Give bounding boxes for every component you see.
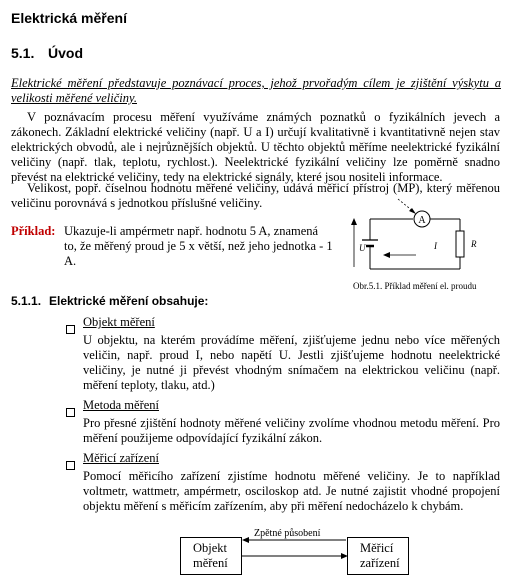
resistor-label: R	[471, 239, 477, 249]
subsection-number: 5.1.1.	[11, 294, 42, 308]
subsection-heading	[11, 294, 208, 308]
chapter-title: Elektrická měření	[11, 10, 127, 26]
section-heading	[11, 45, 83, 61]
circuit-diagram	[346, 185, 486, 277]
item-body-objekt: U objektu, na kterém provádíme měření, zjišťujeme jednu nebo více měřených veličin, např. proud I, nebo napětí U. Jestli zjišťujeme hodnotu neelektrické veličiny, je nutné ji převést vhodným snímačem na elektrickou veličinu (např. měření teploty, tlaku, atd.)	[83, 333, 500, 392]
object-box	[180, 537, 242, 575]
item-title: Metoda měření	[83, 398, 160, 412]
paragraph-1: V poznávacím procesu měření využíváme známých poznatků o fyzikálních jevech a zákonech. Základní elektrické veličiny (např. U a I) určují kvalitativně i kvantitativně nejen stav elektrických obvodů, ale i nejrůznějších objektů. U těchto objektů měříme neelektrické fyzikální veličiny (např. tlak, teplotu, rychlost.). Neelektrické fyzikální veličiny lze poměrně snadno převést na elektrické veličiny, tedy na elektrické signály, které jsou nositeli informace.	[11, 110, 500, 184]
object-box-line-2: měření	[193, 556, 228, 570]
item-title: Měřicí zařízení	[83, 451, 159, 465]
device-box-line-1: Měřicí	[360, 541, 394, 555]
square-bullet-icon	[66, 461, 75, 470]
subsection-title: Elektrické měření obsahuje:	[49, 294, 209, 308]
current-label: I	[434, 241, 437, 251]
item-title: Objekt měření	[83, 315, 155, 329]
item-heading-objekt	[66, 315, 155, 334]
section-number: 5.1.	[11, 45, 35, 61]
example-text: Ukazuje-li ampérmetr např. hodnotu 5 A, znamená to, že měřený proud je 5 x větší, než jeho jednotka - 1 A.	[64, 224, 333, 268]
item-heading-metoda	[66, 398, 159, 417]
object-box-line-1: Objekt	[193, 541, 228, 555]
resistor-symbol	[456, 231, 464, 257]
device-box	[347, 537, 409, 575]
voltage-label: U	[359, 243, 366, 253]
example-label: Příklad:	[11, 224, 56, 238]
figure-caption: Obr.5.1. Příklad měření el. proudu	[353, 281, 477, 291]
feedback-label: Zpětné působení	[254, 528, 321, 539]
square-bullet-icon	[66, 408, 75, 417]
lead-definition: Elektrické měření představuje poznávací proces, jehož prvořadým cílem je zjištění výskytu a velikosti měřené veličiny.	[11, 76, 501, 105]
device-box-line-2: zařízení	[360, 556, 400, 570]
square-bullet-icon	[66, 325, 75, 334]
paragraph-2: Velikost, popř. číselnou hodnotu měřené veličiny, udává měřicí přístroj (MP), který měřenou veličinu porovnává s jednotkou příslušné veličiny.	[11, 181, 500, 210]
item-body-zarizeni: Pomocí měřicího zařízení zjistíme hodnotu měřené veličiny. Je to například voltmetr, wattmetr, ampérmetr, osciloskop atd. Je nutné zajistit vhodné propojení objektu měření s měřicím zařízením, aby při měření nedocházelo k chybám.	[83, 469, 500, 513]
item-body-metoda: Pro přesné zjištění hodnoty měřené veličiny zvolíme vhodnou metodu měření. Pro měření použijeme odpovídající fyzikální zákon.	[83, 416, 500, 445]
item-heading-zarizeni	[66, 451, 159, 470]
flow-arrows	[240, 536, 350, 566]
ammeter-label: A	[418, 215, 426, 226]
section-title: Úvod	[48, 45, 83, 61]
